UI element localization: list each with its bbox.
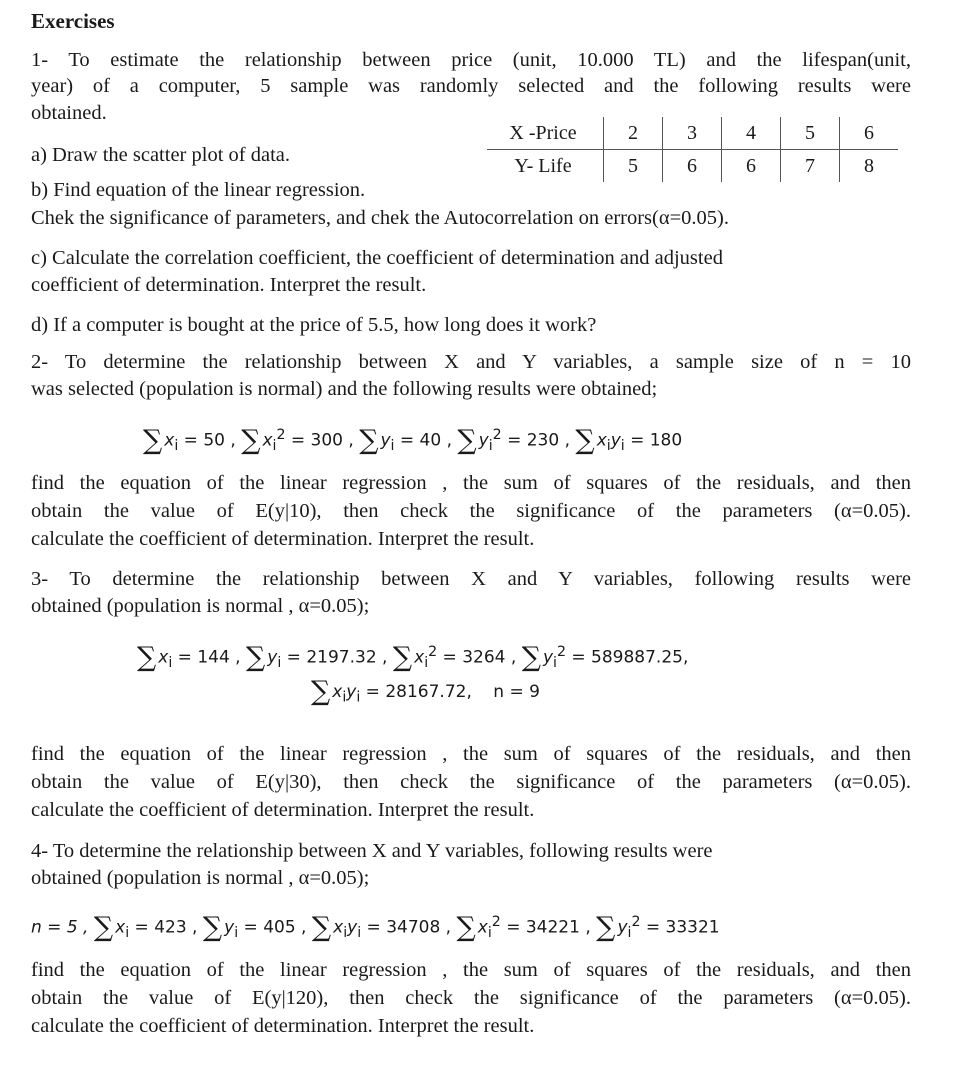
q1-line-1: 1- To estimate the relationship between price (unit, 10.000 TL) and the lifespan(unit, [31,49,911,71]
q3-line-5: calculate the coefficient of determination. Interpret the result. [31,799,535,821]
x-cell: 6 [840,117,899,150]
q4-line-3: find the equation of the linear regression , the sum of squares of the residuals, and then [31,959,911,981]
q1-part-d: d) If a computer is bought at the price of 5.5, how long does it work? [31,314,597,336]
table-row-y [487,150,898,183]
q2-line-4: obtain the value of E(y|10), then check the significance of the parameters (α=0.05). [31,500,911,522]
x-cell: 3 [663,117,722,150]
q4-line-2: obtained (population is normal , α=0.05); [31,867,370,889]
sigma-icon: ∑ [521,641,541,673]
sigma-icon: ∑ [392,641,413,673]
q1-line-2: year) of a computer, 5 sample was randomly selected and the following results were [31,75,911,97]
y-cell: 7 [781,150,840,183]
x-cell: 4 [722,117,781,150]
q3-formula-1: ∑ $x_i = 144$ , ∑ $y_i = 2197.32$ , ∑ $x_i^2 = 3264$ , ∑ $y_i^2 = 589887.25$, [137,641,689,673]
q2-line-1: 2- To determine the relationship between X and Y variables, a sample size of n = 10 [31,351,911,373]
sigma-icon: ∑ [246,641,266,673]
table-row-x [487,117,898,150]
q1-part-c-1: c) Calculate the correlation coefficient, the coefficient of determination and adjusted [31,247,723,269]
sigma-icon: ∑ [311,911,332,943]
q1-line-3: obtained. [31,102,107,124]
q4-line-5: calculate the coefficient of determination. Interpret the result. [31,1015,535,1037]
y-cell: 6 [663,150,722,183]
sigma-icon: ∑ [596,911,616,943]
sigma-icon: ∑ [93,911,114,943]
q3-line-2: obtained (population is normal , α=0.05); [31,595,370,617]
y-label: Y- Life [514,154,572,177]
q1-part-b: b) Find equation of the linear regression. [31,179,366,201]
q2-line-2: was selected (population is normal) and the following results were obtained; [31,378,658,400]
x-label: X -Price [487,117,604,150]
q2-line-3: find the equation of the linear regression , the sum of squares of the residuals, and then [31,472,911,494]
sigma-icon: ∑ [311,676,331,707]
sigma-icon: ∑ [359,424,379,456]
q4-line-4: obtain the value of E(y|120), then check the significance of the parameters (α=0.05). [31,987,911,1009]
sigma-icon: ∑ [456,911,476,943]
y-cell: 6 [722,150,781,183]
q3-formula-2: ∑ $x_iy_i = 28167.72$, n = 9 [311,676,540,707]
q3-line-3: find the equation of the linear regression , the sum of squares of the residuals, and then [31,743,911,765]
sigma-icon: ∑ [137,641,157,673]
q1-part-b-2: Chek the significance of parameters, and chek the Autocorrelation on errors(α=0.05). [31,207,729,229]
q4-line-1: 4- To determine the relationship between X and Y variables, following results were [31,840,713,862]
x-cell: 5 [781,117,840,150]
x-cell: 2 [604,117,663,150]
sigma-icon: ∑ [575,424,595,456]
q2-formula: ∑ $x_i = 50$ , ∑ $x_i^2 = 300$ , ∑ $y_i = 40$ , ∑ $y_i^2 = 230$ , ∑ $x_iy_i = 180$ [143,424,683,456]
sigma-icon: ∑ [241,424,261,456]
q2-line-5: calculate the coefficient of determination. Interpret the result. [31,528,535,550]
data-table [487,117,898,182]
sigma-icon: ∑ [202,911,223,943]
page-title: Exercises [31,9,115,33]
y-cell: 8 [840,150,899,183]
q4-formula: n = 5 , ∑ $x_i = 423$ , ∑ $y_i = 405$ , ∑ $x_iy_i = 34708$ , ∑ $x_i^2 = 34221$ , ∑ $y_i^2 = 33321$ [31,911,720,943]
q1-part-a: a) Draw the scatter plot of data. [31,144,290,166]
q1-part-c-2: coefficient of determination. Interpret the result. [31,274,427,296]
y-cell: 5 [604,150,663,183]
q3-line-1: 3- To determine the relationship between X and Y variables, following results were [31,568,911,590]
sigma-icon: ∑ [457,424,477,456]
q3-line-4: obtain the value of E(y|30), then check the significance of the parameters (α=0.05). [31,771,911,793]
sigma-icon: ∑ [143,424,163,456]
